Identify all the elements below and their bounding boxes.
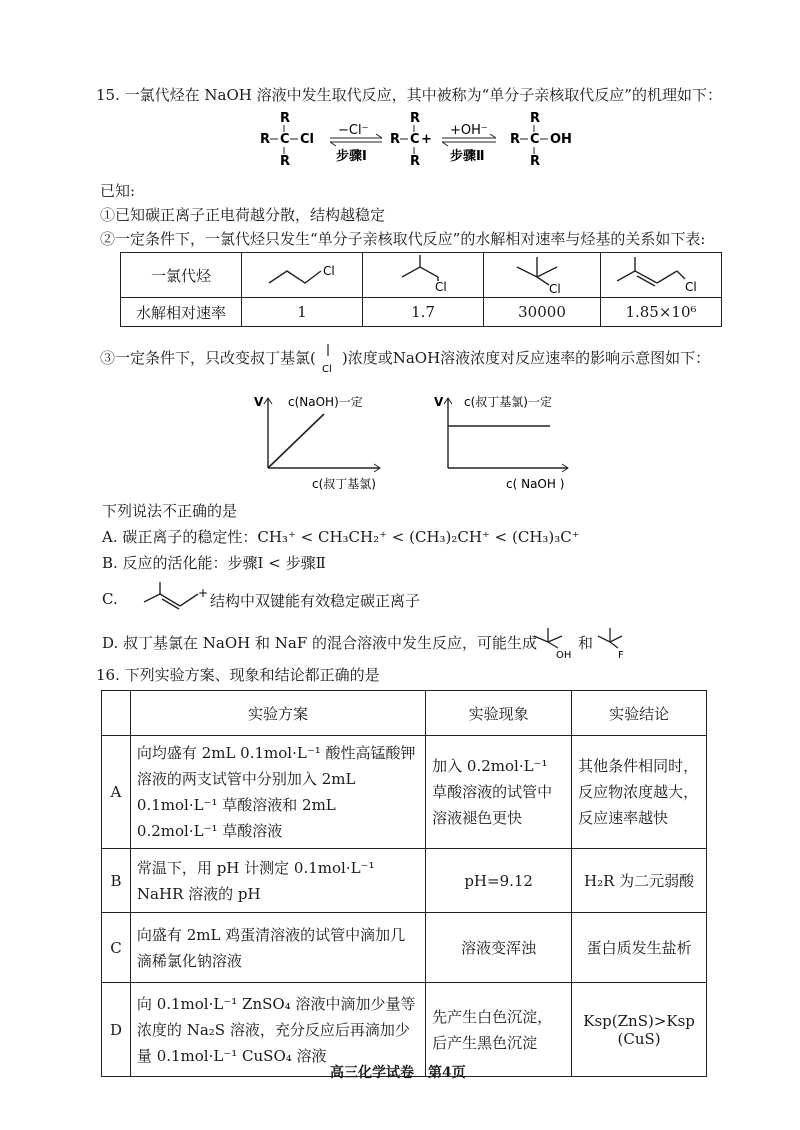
mech-r: R	[280, 111, 291, 126]
mech-r: R	[410, 111, 421, 126]
header-plan: 实验方案	[130, 691, 425, 736]
step2-top-label: +OH⁻	[450, 123, 488, 138]
svg-text:Cl: Cl	[685, 280, 697, 293]
svg-text:Cl: Cl	[321, 364, 332, 374]
svg-text:Cl: Cl	[549, 282, 561, 293]
mech-r: R	[390, 132, 401, 147]
row-conclusion: 其他条件相同时，反应物浓度越大，反应速率越快	[572, 736, 707, 849]
row-conclusion: 蛋白质发生盐析	[572, 913, 707, 983]
graph1-x-label: c(叔丁基氯)	[312, 477, 376, 491]
row-plan: 常温下，用 pH 计测定 0.1mol·L⁻¹ NaHR 溶液的 pH	[130, 849, 425, 913]
rate-value: 1.7	[363, 298, 484, 327]
tert-butanol-structure	[532, 626, 572, 660]
rate-vs-concentration-graphs	[250, 392, 600, 492]
option-a: A. 碳正离子的稳定性：CH₃⁺ < CH₃CH₂⁺ < (CH₃)₂CH⁺ < (CH₃)₃C⁺	[102, 528, 580, 546]
q15-question: 下列说法不正确的是	[102, 502, 238, 520]
row-plan: 向均盛有 2mL 0.1mol·L⁻¹ 酸性高锰酸钾溶液的两支试管中分别加入 2mL 0.1mol·L⁻¹ 草酸溶液和 2mL 0.2mol·L⁻¹ 草酸溶液	[130, 736, 425, 849]
header-phenomenon: 实验现象	[426, 691, 572, 736]
page-footer: 高三化学试卷 第4页	[330, 1065, 466, 1081]
option-b: B. 反应的活化能：步骤Ⅰ < 步骤Ⅱ	[102, 554, 326, 572]
known-label: 已知:	[100, 182, 136, 200]
structure-2-chloropropane	[363, 253, 484, 298]
svg-text:OH: OH	[556, 650, 572, 660]
graph1-line	[268, 414, 324, 468]
row-letter: B	[102, 849, 131, 913]
mech-r: R	[260, 132, 271, 147]
experiment-table	[101, 690, 707, 1077]
mech-c: C	[530, 132, 540, 147]
mech-cl: Cl	[300, 132, 314, 147]
mech-c: C	[280, 132, 290, 147]
table-row	[102, 913, 707, 983]
mech-plus: +	[421, 132, 432, 147]
row-plan: 向盛有 2mL 鸡蛋清溶液的试管中滴加几滴稀氯化钠溶液	[130, 913, 425, 983]
mech-r: R	[530, 111, 541, 126]
svg-text:Cl: Cl	[323, 264, 335, 278]
structure-prenyl-chloride	[601, 253, 722, 298]
graph2-x-label: c( NaOH )	[506, 477, 565, 491]
tert-butyl-fluoride-structure	[596, 626, 630, 660]
known-3: ③一定条件下，只改变叔丁基氯( Cl )浓度或NaOH溶液浓度对反应速率的影响示意图如下：	[100, 344, 710, 374]
row-phenomenon: 先产生白色沉淀，后产生黑色沉淀	[426, 983, 572, 1077]
q15-stem: 15. 一氯代烃在 NaOH 溶液中发生取代反应，其中被称为“单分子亲核取代反应”的机理如下：	[96, 86, 722, 104]
table-header-rate: 水解相对速率	[121, 298, 242, 327]
row-conclusion: Ksp(ZnS)>Ksp (CuS)	[572, 983, 707, 1077]
rate-value: 30000	[484, 298, 601, 327]
svg-text:F: F	[618, 650, 624, 660]
structure-tert-butyl-chloride	[484, 253, 601, 298]
mech-r: R	[510, 132, 521, 147]
row-phenomenon: 溶液变浑浊	[426, 913, 572, 983]
known-2: ②一定条件下，一氯代烃只发生“单分子亲核取代反应”的水解相对速率与烃基的关系如下表:	[100, 230, 706, 248]
row-plan: 向 0.1mol·L⁻¹ ZnSO₄ 溶液中滴加少量等浓度的 Na₂S 溶液，充分反应后再滴加少量 0.1mol·L⁻¹ CuSO₄ 溶液	[130, 983, 425, 1077]
mech-r: R	[280, 154, 291, 168]
step1-top-label: −Cl⁻	[338, 123, 369, 138]
known-1: ①已知碳正离子正电荷越分散，结构越稳定	[100, 206, 386, 224]
svg-text:Cl: Cl	[435, 280, 447, 293]
row-phenomenon: pH=9.12	[426, 849, 572, 913]
rate-value: 1.85×10⁶	[601, 298, 722, 327]
hydrolysis-rate-table	[120, 252, 722, 327]
option-d-text: D. 叔丁基氯在 NaOH 和 NaF 的混合溶液中发生反应，可能生成	[102, 634, 538, 652]
graph2-v-label: V	[434, 395, 444, 409]
rate-value: 1	[242, 298, 363, 327]
row-letter: C	[102, 913, 131, 983]
option-c-label: C.	[102, 590, 118, 608]
table-row	[102, 849, 707, 913]
mech-c: C	[410, 132, 420, 147]
q16-stem: 16. 下列实验方案、现象和结论都正确的是	[96, 666, 380, 684]
sn1-mechanism-diagram	[250, 110, 590, 168]
row-conclusion: H₂R 为二元弱酸	[572, 849, 707, 913]
table-corner	[102, 691, 131, 736]
tert-butyl-chloride-inline-structure	[316, 344, 342, 374]
table-row	[102, 736, 707, 849]
mech-r: R	[410, 154, 421, 168]
mech-oh: OH	[550, 132, 572, 147]
step1-bottom-label: 步骤Ⅰ	[336, 149, 367, 164]
step2-bottom-label: 步骤Ⅱ	[450, 149, 485, 164]
structure-1-chloropropane	[242, 253, 363, 298]
mech-r: R	[530, 154, 541, 168]
option-c-text: 结构中双键能有效稳定碳正离子	[210, 592, 421, 610]
row-letter: A	[102, 736, 131, 849]
option-d-and: 和	[578, 634, 594, 652]
graph2-title: c(叔丁基氯)一定	[464, 395, 552, 409]
svg-text:+: +	[198, 586, 209, 600]
graph1-title: c(NaOH)一定	[288, 395, 363, 409]
graph1-v-label: V	[254, 395, 264, 409]
allyl-cation-structure	[138, 580, 210, 616]
row-phenomenon: 加入 0.2mol·L⁻¹ 草酸溶液的试管中溶液褪色更快	[426, 736, 572, 849]
row-letter: D	[102, 983, 131, 1077]
table-header-chloroalkane: 一氯代烃	[121, 253, 242, 298]
header-conclusion: 实验结论	[572, 691, 707, 736]
